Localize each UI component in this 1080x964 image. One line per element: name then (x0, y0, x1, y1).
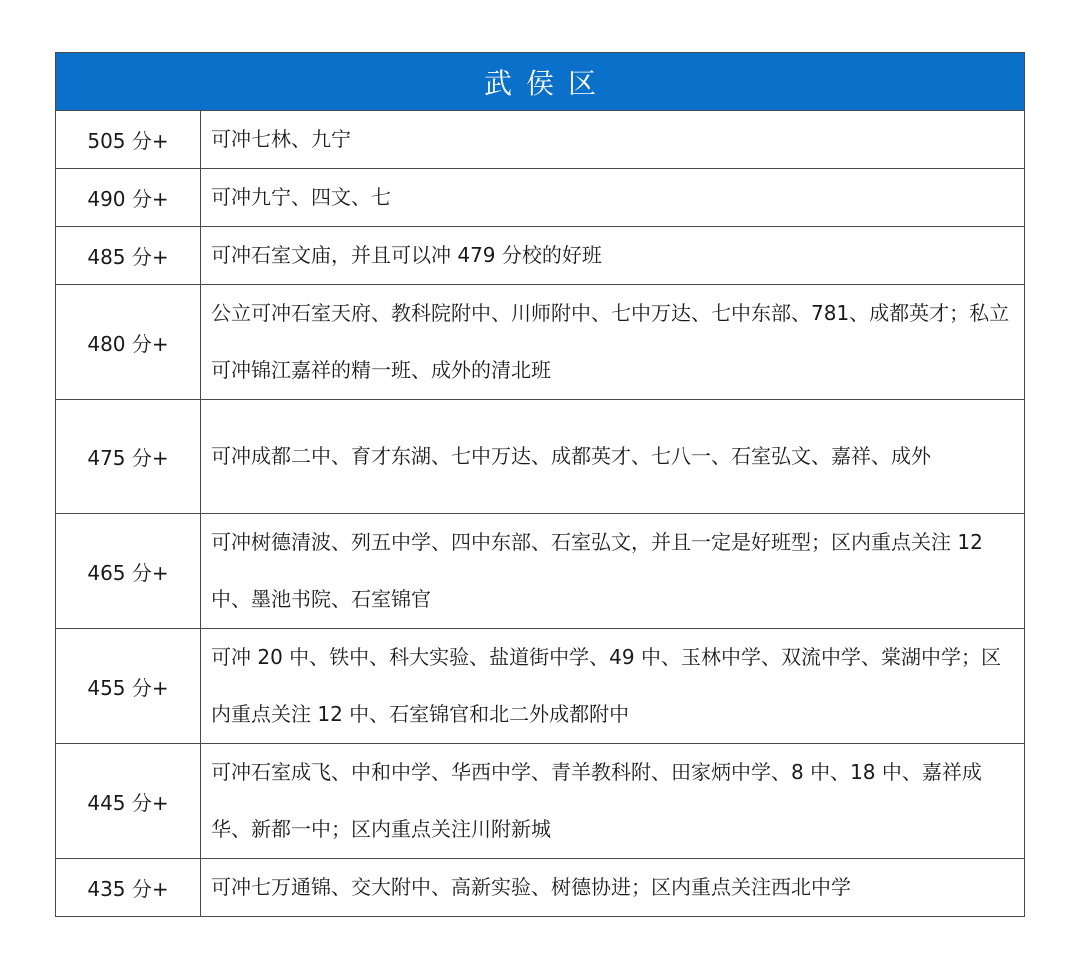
score-table-container (55, 52, 1025, 917)
score-cell: 475 分+ (56, 400, 201, 514)
table-row (56, 400, 1024, 514)
table-row (56, 111, 1024, 169)
score-table (56, 111, 1024, 916)
score-cell: 465 分+ (56, 514, 201, 629)
table-title: 武侯区 (56, 53, 1024, 111)
description-cell: 可冲 20 中、铁中、科大实验、盐道街中学、49 中、玉林中学、双流中学、棠湖中学；区内重点关注 12 中、石室锦官和北二外成都附中 (201, 629, 1025, 744)
description-cell: 可冲石室成飞、中和中学、华西中学、青羊教科附、田家炳中学、8 中、18 中、嘉祥成华、新都一中；区内重点关注川附新城 (201, 744, 1025, 859)
description-cell: 可冲树德清波、列五中学、四中东部、石室弘文，并且一定是好班型；区内重点关注 12 中、墨池书院、石室锦官 (201, 514, 1025, 629)
score-cell: 435 分+ (56, 859, 201, 917)
score-cell: 480 分+ (56, 285, 201, 400)
description-cell: 可冲七万通锦、交大附中、高新实验、树德协进；区内重点关注西北中学 (201, 859, 1025, 917)
table-row (56, 227, 1024, 285)
score-cell: 505 分+ (56, 111, 201, 169)
description-cell: 可冲石室文庙，并且可以冲 479 分校的好班 (201, 227, 1025, 285)
score-cell: 485 分+ (56, 227, 201, 285)
description-cell: 可冲九宁、四文、七 (201, 169, 1025, 227)
table-row (56, 629, 1024, 744)
table-row (56, 744, 1024, 859)
score-cell: 455 分+ (56, 629, 201, 744)
description-cell: 可冲成都二中、育才东湖、七中万达、成都英才、七八一、石室弘文、嘉祥、成外 (201, 400, 1025, 514)
score-cell: 445 分+ (56, 744, 201, 859)
description-cell: 可冲七林、九宁 (211, 127, 351, 151)
table-row (56, 285, 1024, 400)
table-row (56, 169, 1024, 227)
description-cell: 公立可冲石室天府、教科院附中、川师附中、七中万达、七中东部、781、成都英才；私立可冲锦江嘉祥的精一班、成外的清北班 (201, 285, 1025, 400)
score-cell: 490 分+ (56, 169, 201, 227)
table-row (56, 514, 1024, 629)
table-row (56, 859, 1024, 917)
